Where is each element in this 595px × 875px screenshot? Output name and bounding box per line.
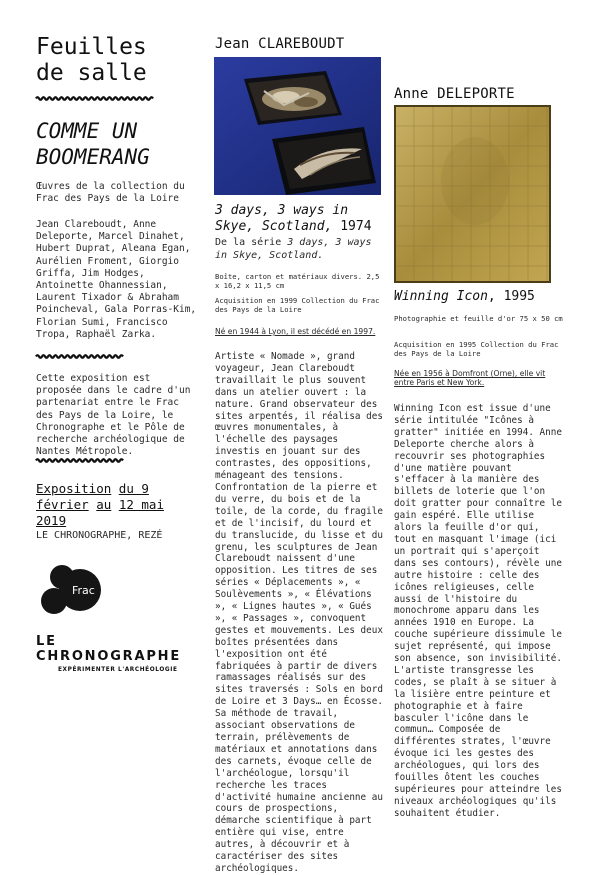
divider (36, 354, 126, 359)
frac-logo-text: Frac (72, 584, 95, 597)
artwork-year: , 1995 (487, 289, 535, 304)
series-name: 3 days, 3 ways in Skye, Scotland. (215, 237, 372, 261)
dates-prefix: Exposition (36, 481, 112, 496)
exhibition-title-line-2: BOOMERANG (36, 145, 150, 169)
artwork-title-deleporte (394, 289, 564, 305)
artist-list: Jean Clareboudt, Anne Deleporte, Marcel Dinahet, Hubert Duprat, Aleana Egan, Aurélien Froment, Giorgio Griffa, Jim Hodges, Antoinette Ohannessian, Laurent Tixador & Abraham Poincheval, Gala Porras-Kim, Florian Sumi, Francisco Tropa, Raphaël Zarka. (36, 219, 197, 340)
series-prefix: De la série (215, 237, 282, 248)
artwork-acquisition-deleporte: Acquisition en 1995 Collection du Frac des Pays de la Loire (394, 340, 559, 359)
artwork-year: 1974 (340, 219, 372, 234)
exhibition-dates (36, 481, 196, 529)
page-title (36, 34, 147, 86)
title-line-2: de salle (36, 60, 147, 86)
frac-logo (38, 563, 102, 617)
artwork-materials-deleporte: Photographie et feuille d'or 75 x 50 cm (394, 314, 563, 323)
exhibition-title-line-1: COMME UN (36, 119, 138, 143)
chronographe-tagline: EXPÉRIMENTER L'ARCHÉOLOGIE (58, 667, 178, 673)
artist-bio-deleporte: Née en 1956 à Domfront (Orne), elle vit entre Paris et New York. (394, 369, 546, 388)
exhibition-subtitle: Œuvres de la collection du Frac des Pays de la Loire (36, 181, 185, 205)
artwork-acquisition-clareboudt: Acquisition en 1999 Collection du Frac des Pays de la Loire (215, 296, 380, 315)
artist-name-clareboudt: Jean CLAREBOUDT (215, 36, 345, 52)
divider (36, 96, 154, 101)
dates-start-day: du 9 (118, 481, 149, 496)
chronographe-logo (36, 634, 186, 673)
exhibition-title (36, 118, 150, 170)
artist-bio-clareboudt: Né en 1944 à Lyon, il est décédé en 1997. (215, 327, 376, 336)
venue: LE CHRONOGRAPHE, REZÉ (36, 530, 163, 541)
artwork-title-clareboudt (215, 203, 383, 235)
chronographe-name: LE CHRONOGRAPHE (36, 634, 182, 664)
artwork-series-clareboudt (215, 237, 383, 262)
artist-text-deleporte: Winning Icon est issue d'une série intitulée "Icônes à gratter" initiée en 1994. Anne Deleporte cherche alors à recouvrir ses photographies d'une matière pouvant s'effacer à la manière des billets de loterie que l'on doit gratter pour connaître le gain espéré. Elle utilise alors la feuille d'or qui, tout en masquant l'image (ici un portrait qui s'aperçoit dans ses contours), révèle une autre histoire : celle des icônes religieuses, celle aussi de l'histoire du monochrome apparu dans les années 1910 en Europe. La couche supérieure dissimule le sujet représenté, qui impose son absence, son invisibilité. L'artiste transgresse les codes, se plaît à se situer à la lisière entre peinture et photographie et à faire basculer l'icône dans le commun… Composée de différentes strates, l'œuvre évoque ici les gestes des archéologues, qui lors des fouilles ôtent les couches supérieures pour atteindre les niveaux archéologiques qu'ils souhaitent étudier. (394, 403, 562, 819)
dates-year: 2019 (36, 513, 67, 528)
artwork-title-text: Winning Icon (394, 289, 488, 304)
divider (36, 458, 126, 463)
artwork-title-text: 3 days, 3 ways in Skye, Scotland, (215, 203, 349, 234)
artist-name-deleporte: Anne DELEPORTE (394, 86, 515, 102)
artist-text-clareboudt: Artiste « Nomade », grand voyageur, Jean Clareboudt travaillait le plus souvent dans un atelier ouvert : la nature. Grand observateur des sites arpentés, il réalisa des œuvres monumentales, à l'échelle des paysages investis en jouant sur des contrastes, des oppositions, ménageant des tensions. Confrontation de la pierre et du verre, du bois et de la toile, de la corde, du fragile et de l'incisif, du lourd et du translucide, du lisse et du grenu, les sculptures de Jean Clareboudt naissent d'une opposition. Les titres de ses séries « Déplacements », « Soulèvements », « Élévations », « Lignes hautes », « Gués », « Passages », convoquent gestes et mouvements. Les deux boîtes présentées dans l'exposition ont été fabriquées à partir de divers ramassages réalisés sur des sites traversés : Sols en bord de Loire et 3 Days… en Écosse. Sa méthode de travail, associant observations de terrain, prélèvements de matériaux et annotations dans des carnets, évoque celle de l'archéologue, lorsqu'il recherche les traces d'activité humaine ancienne au cours de prospections, démarche scientifique à part entière qui vise, entre autres, à découvrir et à caractériser des sites archéologiques. (215, 351, 383, 874)
partnership-note: Cette exposition est proposée dans le cadre d'un partenariat entre le Frac des Pays de la Loire, le Chronographe et le Pôle de recherche archéologique de Nantes Métropole. (36, 373, 191, 458)
artwork-image-clareboudt (214, 57, 381, 195)
artwork-materials-clareboudt: Boîte, carton et matériaux divers. 2,5 x 16,2 x 11,5 cm (215, 272, 380, 291)
artwork-image-deleporte (395, 106, 550, 282)
dates-end: 12 mai (118, 497, 164, 512)
dates-mid: au (96, 497, 112, 512)
dates-start-month: février (36, 497, 89, 512)
title-line-1: Feuilles (36, 34, 147, 60)
